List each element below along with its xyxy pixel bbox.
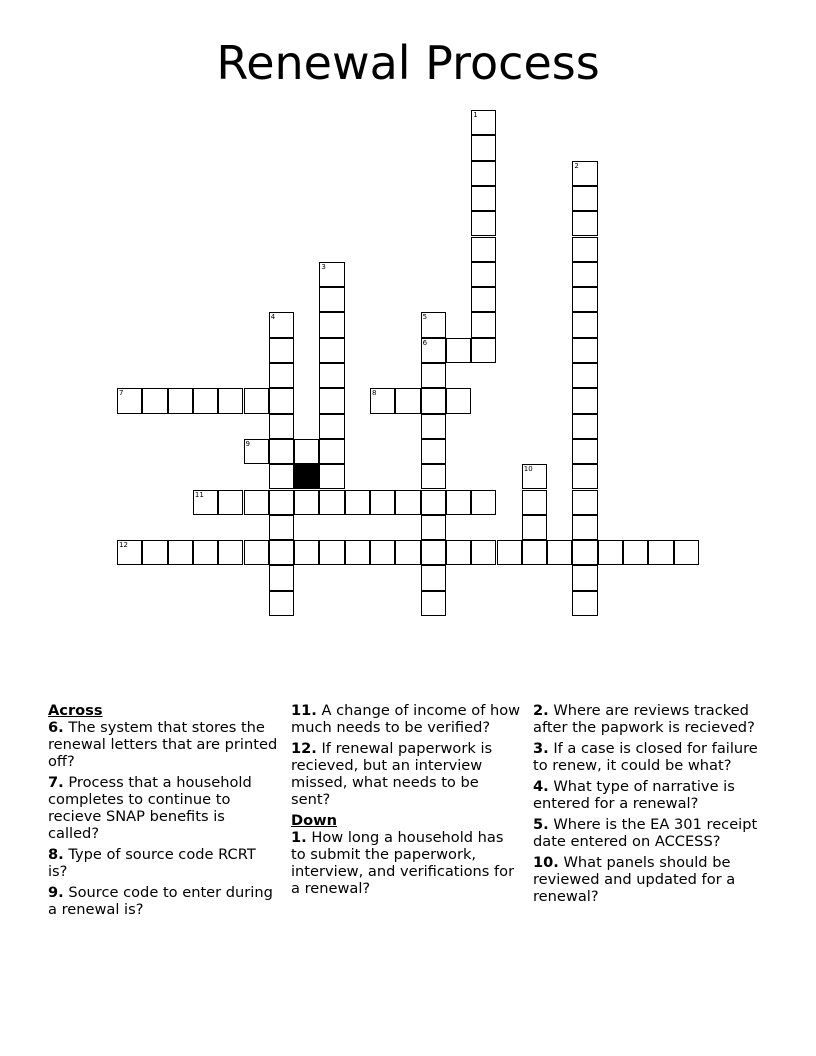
grid-cell[interactable]: [572, 388, 597, 413]
grid-cell[interactable]: [421, 515, 446, 540]
grid-cell[interactable]: [446, 540, 471, 565]
grid-cell[interactable]: [142, 540, 167, 565]
clue-item-number: 12.: [291, 740, 317, 757]
grid-cell[interactable]: [471, 211, 496, 236]
grid-cell[interactable]: [345, 490, 370, 515]
clue-item: [48, 884, 278, 918]
grid-cell[interactable]: [269, 490, 294, 515]
grid-cell[interactable]: [269, 439, 294, 464]
grid-cell[interactable]: [168, 540, 193, 565]
grid-cell[interactable]: [471, 490, 496, 515]
clue-number: 2: [574, 161, 579, 170]
clue-item: [533, 854, 773, 905]
clue-number: 10: [523, 465, 533, 474]
grid-cell[interactable]: [522, 490, 547, 515]
grid-cell[interactable]: [471, 237, 496, 262]
clue-item-text: Source code to enter during a renewal is?: [48, 884, 273, 918]
grid-cell[interactable]: [522, 464, 547, 489]
grid-cell[interactable]: [421, 338, 446, 363]
grid-cell[interactable]: [319, 363, 344, 388]
grid-cell[interactable]: [294, 439, 319, 464]
clue-item-number: 10.: [533, 854, 559, 871]
clue-number: 9: [245, 439, 250, 448]
grid-cell[interactable]: [572, 565, 597, 590]
grid-cell[interactable]: [345, 540, 370, 565]
grid-cell[interactable]: [319, 262, 344, 287]
grid-cell[interactable]: [471, 110, 496, 135]
grid-cell[interactable]: [269, 464, 294, 489]
grid-cell[interactable]: [674, 540, 699, 565]
clue-item: [533, 740, 773, 774]
grid-cell[interactable]: [522, 540, 547, 565]
grid-cell[interactable]: [269, 591, 294, 616]
grid-cell[interactable]: [269, 515, 294, 540]
grid-cell[interactable]: [395, 388, 420, 413]
clue-item-number: 11.: [291, 702, 317, 719]
clue-item-text: What type of narrative is entered for a renewal?: [533, 778, 735, 812]
grid-cell[interactable]: [269, 312, 294, 337]
grid-cell[interactable]: [572, 287, 597, 312]
clue-item-text: Where are reviews tracked after the papwork is recieved?: [533, 702, 755, 736]
grid-cell[interactable]: [370, 490, 395, 515]
grid-cell[interactable]: [319, 439, 344, 464]
clue-item: [291, 829, 521, 897]
grid-cell[interactable]: [471, 287, 496, 312]
grid-cell[interactable]: [370, 540, 395, 565]
down-heading: Down: [291, 812, 338, 829]
grid-cell[interactable]: [572, 237, 597, 262]
grid-cell[interactable]: [421, 363, 446, 388]
grid-cell[interactable]: [244, 540, 269, 565]
grid-cell[interactable]: [572, 490, 597, 515]
grid-cell[interactable]: [319, 414, 344, 439]
clue-item: [48, 719, 278, 770]
grid-cell[interactable]: [370, 388, 395, 413]
clue-item: [291, 740, 521, 808]
clue-item-number: 8.: [48, 846, 64, 863]
grid-cell[interactable]: [572, 338, 597, 363]
clue-number: 1: [473, 111, 478, 119]
clue-number: 4: [270, 313, 276, 322]
grid-cell[interactable]: [421, 490, 446, 515]
clue-number: 6: [422, 338, 428, 347]
grid-cell[interactable]: [193, 490, 218, 515]
grid-cell[interactable]: [648, 540, 673, 565]
grid-cell[interactable]: [244, 490, 269, 515]
clue-item: [533, 816, 773, 850]
clue-item-number: 5.: [533, 816, 549, 833]
clue-column-2: [291, 702, 521, 901]
grid-cell[interactable]: [269, 338, 294, 363]
grid-cell[interactable]: [319, 464, 344, 489]
clue-item-text: If renewal paperwork is recieved, but an interview missed, what needs to be sent?: [291, 740, 493, 808]
grid-cell[interactable]: [421, 312, 446, 337]
across-heading: Across: [48, 702, 103, 719]
grid-cell[interactable]: [395, 540, 420, 565]
grid-cell[interactable]: [269, 414, 294, 439]
clue-item: [291, 702, 521, 736]
clue-item-text: How long a household has to submit the paperwork, interview, and verifications for a renewal?: [291, 829, 515, 897]
grid-cell[interactable]: [471, 135, 496, 160]
clue-number: 11: [194, 490, 204, 499]
grid-cell[interactable]: [244, 388, 269, 413]
grid-cell[interactable]: [269, 388, 294, 413]
grid-cell[interactable]: [572, 262, 597, 287]
clue-item-number: 1.: [291, 829, 307, 846]
grid-cell[interactable]: [421, 414, 446, 439]
clue-item-text: The system that stores the renewal letters that are printed off?: [48, 719, 278, 770]
grid-cell[interactable]: [572, 211, 597, 236]
grid-cell[interactable]: [446, 490, 471, 515]
grid-cell[interactable]: [572, 363, 597, 388]
grid-cell[interactable]: [244, 439, 269, 464]
grid-cell[interactable]: [421, 540, 446, 565]
clue-item-number: 3.: [533, 740, 549, 757]
grid-cell[interactable]: [421, 388, 446, 413]
clue-number: 3: [321, 262, 326, 271]
grid-cell[interactable]: [446, 338, 471, 363]
grid-cell[interactable]: [319, 312, 344, 337]
grid-cell[interactable]: [218, 388, 243, 413]
grid-cell[interactable]: [319, 540, 344, 565]
grid-cell[interactable]: [572, 439, 597, 464]
clue-item-number: 2.: [533, 702, 549, 719]
grid-cell[interactable]: [471, 540, 496, 565]
grid-cell[interactable]: [294, 490, 319, 515]
clue-number: 12: [119, 541, 128, 550]
grid-cell[interactable]: [168, 388, 193, 413]
grid-cell[interactable]: [294, 540, 319, 565]
grid-cell[interactable]: [193, 540, 218, 565]
clue-item-text: Type of source code RCRT is?: [48, 846, 256, 880]
grid-cell[interactable]: [218, 540, 243, 565]
clue-item: [533, 778, 773, 812]
clue-item-number: 9.: [48, 884, 64, 901]
clue-item-text: If a case is closed for failure to renew, it could be what?: [533, 740, 758, 774]
grid-cell[interactable]: [572, 161, 597, 186]
grid-cell[interactable]: [421, 591, 446, 616]
grid-cell[interactable]: [522, 515, 547, 540]
clue-column-3: [533, 702, 773, 909]
puzzle-title: Renewal Process: [216, 36, 600, 90]
grid-cell[interactable]: [471, 312, 496, 337]
grid-cell[interactable]: [218, 490, 243, 515]
grid-cell[interactable]: [572, 540, 597, 565]
grid-cell[interactable]: [471, 338, 496, 363]
grid-cell[interactable]: [547, 540, 572, 565]
grid-cell[interactable]: [269, 565, 294, 590]
grid-cell[interactable]: [421, 565, 446, 590]
grid-cell[interactable]: [471, 161, 496, 186]
grid-cell[interactable]: [269, 363, 294, 388]
grid-cell[interactable]: [623, 540, 648, 565]
grid-cell[interactable]: [117, 540, 142, 565]
clue-item: [48, 774, 278, 842]
clue-item: [533, 702, 773, 736]
grid-cell[interactable]: [598, 540, 623, 565]
grid-cell[interactable]: [319, 287, 344, 312]
clue-item: [48, 846, 278, 880]
grid-cell[interactable]: [572, 186, 597, 211]
clue-item-number: 7.: [48, 774, 64, 791]
grid-cell[interactable]: [572, 591, 597, 616]
clue-number: 7: [119, 389, 124, 398]
clue-column-1: [48, 702, 278, 922]
clue-number: 8: [372, 389, 377, 398]
grid-cell[interactable]: [117, 388, 142, 413]
grid-cell[interactable]: [471, 186, 496, 211]
grid-cell[interactable]: [572, 414, 597, 439]
grid-cell[interactable]: [319, 388, 344, 413]
grid-cell[interactable]: [421, 464, 446, 489]
clue-item-number: 6.: [48, 719, 64, 736]
clue-item-text: A change of income of how much needs to be verified?: [291, 702, 521, 736]
grid-cell[interactable]: [193, 388, 218, 413]
clue-item-text: Where is the EA 301 receipt date entered on ACCESS?: [533, 816, 758, 850]
grid-cell[interactable]: [319, 490, 344, 515]
clue-item-number: 4.: [533, 778, 549, 795]
clue-item-text: Process that a household completes to continue to recieve SNAP benefits is called?: [48, 774, 252, 842]
grid-cell[interactable]: [446, 388, 471, 413]
grid-cell[interactable]: [319, 338, 344, 363]
grid-cell[interactable]: [142, 388, 167, 413]
grid-cell[interactable]: [471, 262, 496, 287]
grid-cell[interactable]: [572, 515, 597, 540]
grid-cell[interactable]: [572, 464, 597, 489]
grid-cell[interactable]: [395, 490, 420, 515]
clue-item-text: What panels should be reviewed and updated for a renewal?: [533, 854, 736, 905]
grid-cell[interactable]: [269, 540, 294, 565]
grid-cell[interactable]: [497, 540, 522, 565]
clue-number: 5: [422, 313, 428, 322]
grid-cell[interactable]: [572, 312, 597, 337]
black-square: [294, 464, 319, 489]
grid-cell[interactable]: [421, 439, 446, 464]
